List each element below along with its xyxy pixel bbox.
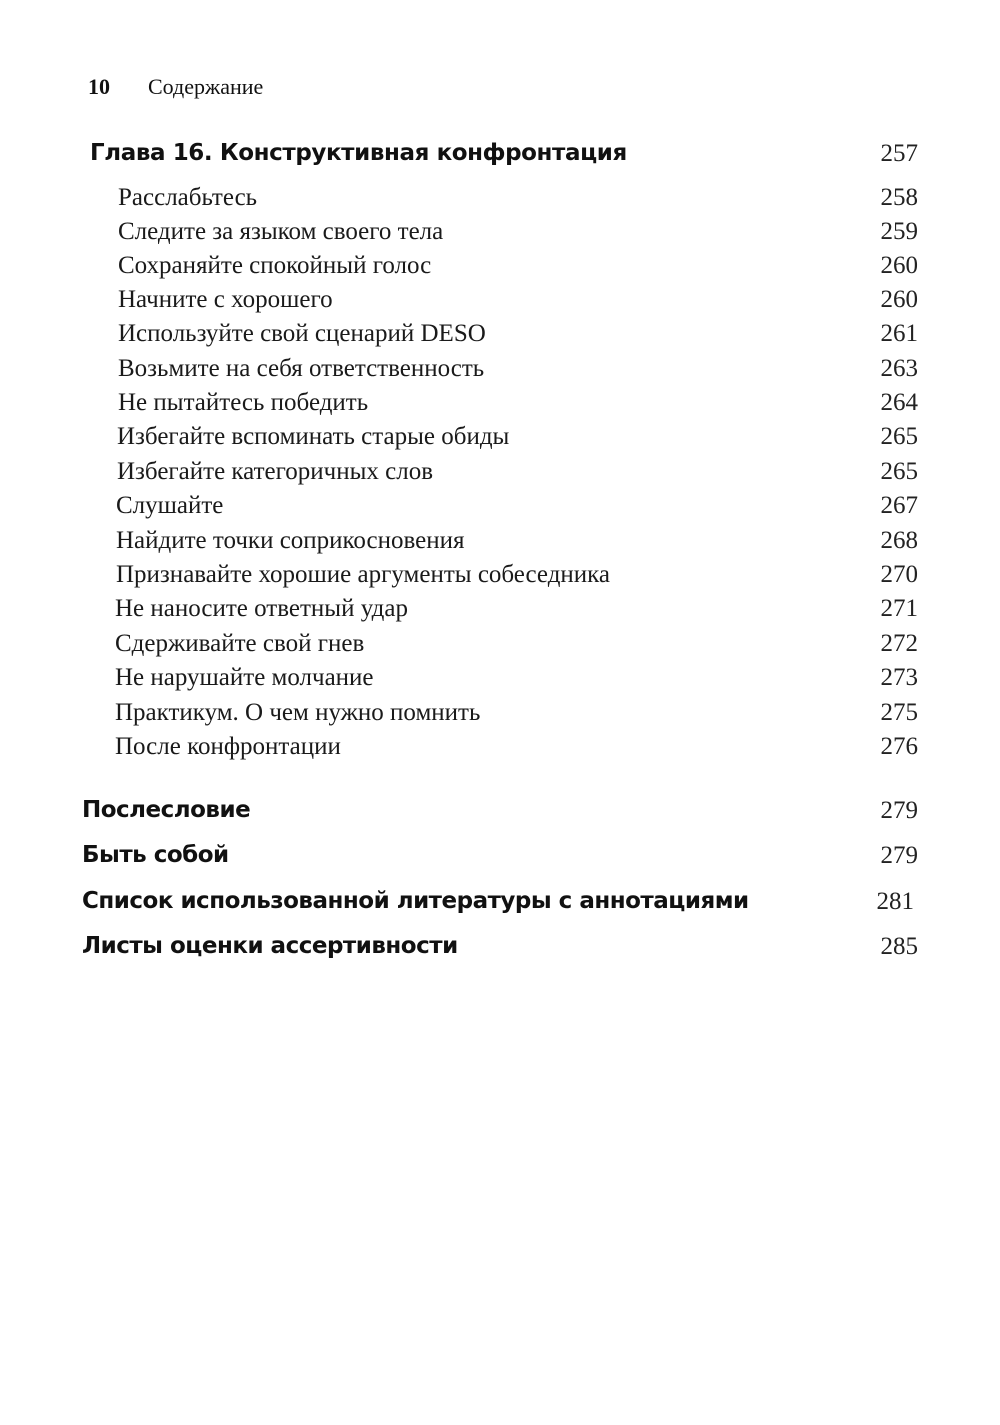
section-page: 259 xyxy=(880,218,918,245)
chapter-title: Глава 16. Конструктивная конфронтация xyxy=(90,140,627,166)
back-matter-page: 281 xyxy=(876,888,914,915)
section-title: Не нарушайте молчание xyxy=(115,664,374,691)
section-title: Следите за языком своего тела xyxy=(118,218,444,245)
section-title: Сдерживайте свой гнев xyxy=(115,630,365,657)
section-page: 273 xyxy=(880,664,918,691)
toc-section xyxy=(0,595,1000,629)
section-title: Практикум. О чем нужно помнить xyxy=(115,699,481,726)
section-title: Возьмите на себя ответственность xyxy=(118,355,485,382)
back-matter-page: 285 xyxy=(880,933,918,960)
toc-section xyxy=(0,389,1000,423)
section-page: 265 xyxy=(880,423,918,450)
section-page: 276 xyxy=(880,733,918,760)
toc-back-matter xyxy=(0,888,1000,922)
back-matter-title: Быть собой xyxy=(82,842,229,868)
section-title: Сохраняйте спокойный голос xyxy=(118,252,432,279)
toc-section xyxy=(0,664,1000,698)
section-page: 268 xyxy=(880,527,918,554)
toc-section xyxy=(0,320,1000,354)
toc-section xyxy=(0,630,1000,664)
section-page: 258 xyxy=(880,184,918,211)
section-page: 265 xyxy=(880,458,918,485)
toc-section xyxy=(0,184,1000,218)
toc-section xyxy=(0,355,1000,389)
toc-section xyxy=(0,492,1000,526)
section-title: Расслабьтесь xyxy=(118,184,258,211)
toc-back-matter xyxy=(0,842,1000,876)
section-title: Избегайте категоричных слов xyxy=(117,458,434,485)
toc-section xyxy=(0,561,1000,595)
toc-section xyxy=(0,252,1000,286)
toc-section xyxy=(0,423,1000,457)
toc-section xyxy=(0,286,1000,320)
section-title: Избегайте вспоминать старые обиды xyxy=(117,423,510,450)
section-page: 275 xyxy=(880,699,918,726)
section-title: Не пытайтесь победить xyxy=(118,389,369,416)
back-matter-page: 279 xyxy=(880,842,918,869)
section-page: 271 xyxy=(880,595,918,622)
back-matter-title: Листы оценки ассертивности xyxy=(82,933,458,959)
toc-back-matter xyxy=(0,933,1000,967)
section-page: 261 xyxy=(880,320,918,347)
toc-section xyxy=(0,733,1000,767)
section-title: Не наносите ответный удар xyxy=(115,595,408,622)
section-title: Признавайте хорошие аргументы собеседника xyxy=(116,561,611,588)
toc-back-matter xyxy=(0,797,1000,831)
running-head-title: Содержание xyxy=(148,74,264,99)
section-page: 272 xyxy=(880,630,918,657)
page-number: 10 xyxy=(88,74,110,99)
back-matter-title: Список использованной литературы с аннотациями xyxy=(82,888,749,914)
section-page: 260 xyxy=(880,286,918,313)
running-head xyxy=(88,74,263,104)
section-page: 264 xyxy=(880,389,918,416)
section-page: 267 xyxy=(880,492,918,519)
toc-section xyxy=(0,458,1000,492)
toc-section xyxy=(0,527,1000,561)
back-matter-page: 279 xyxy=(880,797,918,824)
section-title: Начните с хорошего xyxy=(118,286,333,313)
section-title: Слушайте xyxy=(116,492,224,519)
toc-chapter-16 xyxy=(0,140,1000,174)
chapter-page: 257 xyxy=(880,140,918,167)
toc-section xyxy=(0,218,1000,252)
section-title: Найдите точки соприкосновения xyxy=(116,527,465,554)
toc-section xyxy=(0,699,1000,733)
section-page: 270 xyxy=(880,561,918,588)
back-matter-title: Послесловие xyxy=(82,797,251,823)
section-title: После конфронтации xyxy=(115,733,341,760)
section-page: 260 xyxy=(880,252,918,279)
section-title: Используйте свой сценарий DESO xyxy=(118,320,486,347)
section-page: 263 xyxy=(880,355,918,382)
